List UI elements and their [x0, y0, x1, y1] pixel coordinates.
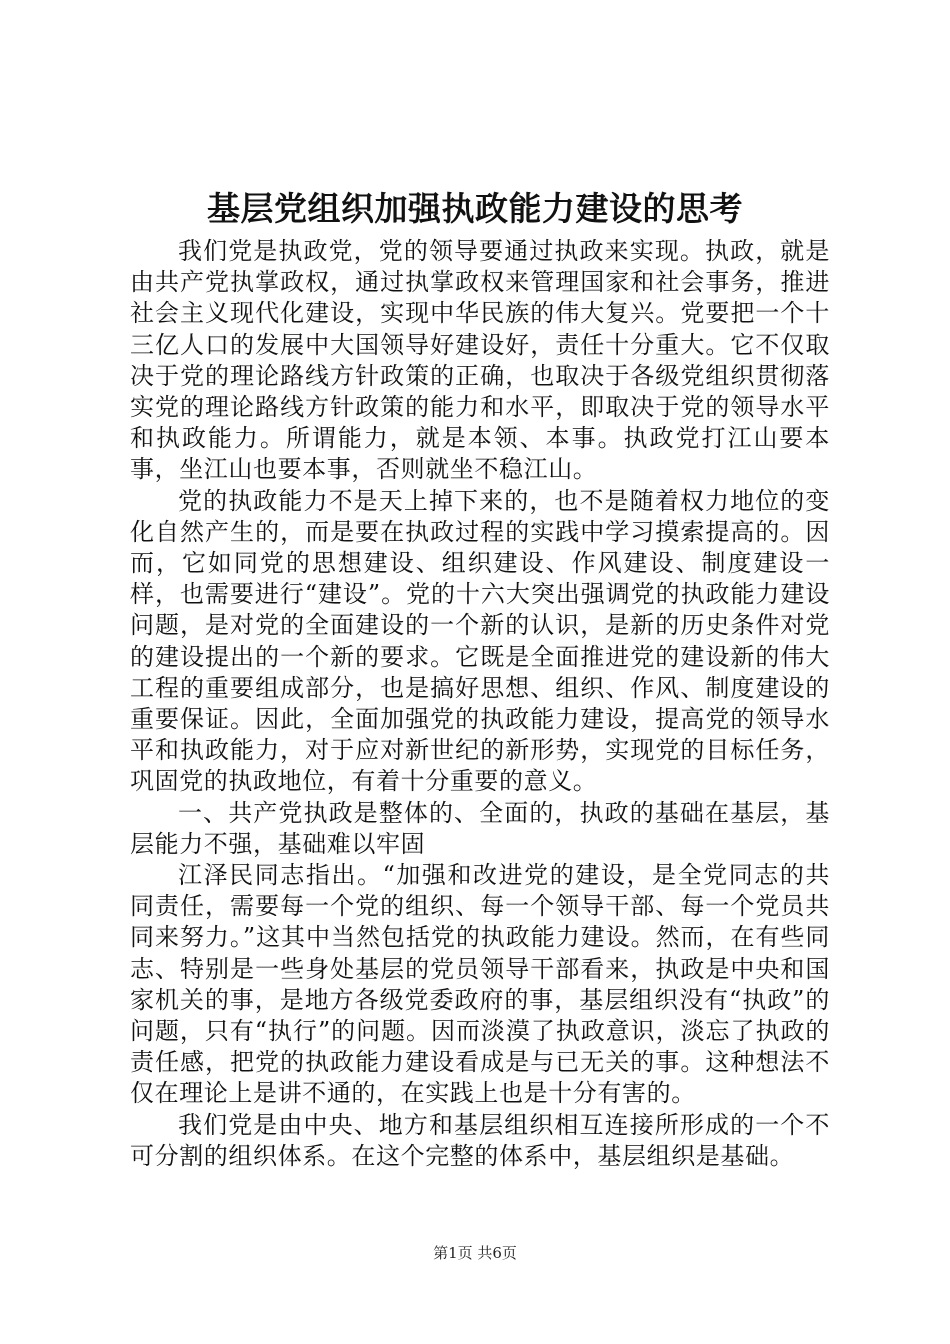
paragraph: 江泽民同志指出。“加强和改进党的建设，是全党同志的共同责任，需要每一个党的组织、每一个领导干部、每一个党员共同来努力。”这其中当然包括党的执政能力建设。然而，在有些同志、特别是一些身处基层的党员领导干部看来，执政是中央和国家机关的事，是地方各级党委政府的事，基层组织没有“执政”的问题，只有“执行”的问题。因而淡漠了执政意识，淡忘了执政的责任感，把党的执政能力建设看成是与已无关的事。这种想法不仅在理论上是讲不通的，在实践上也是十分有害的。: [130, 861, 830, 1108]
document-body: [130, 236, 830, 1172]
paragraph: 党的执政能力不是天上掉下来的，也不是随着权力地位的变化自然产生的，而是要在执政过程的实践中学习摸索提高的。因而，它如同党的思想建设、组织建设、作风建设、制度建设一样，也需要进行“建设”。党的十六大突出强调党的执政能力建设问题，是对党的全面建设的一个新的认识，是新的历史条件对党的建设提出的一个新的要求。它既是全面推进党的建设新的伟大工程的重要组成部分，也是搞好思想、组织、作风、制度建设的重要保证。因此，全面加强党的执政能力建设，提高党的领导水平和执政能力，对于应对新世纪的新形势，实现党的目标任务，巩固党的执政地位，有着十分重要的意义。: [130, 486, 830, 796]
paragraph: 我们党是执政党，党的领导要通过执政来实现。执政，就是由共产党执掌政权，通过执掌政权来管理国家和社会事务，推进社会主义现代化建设，实现中华民族的伟大复兴。党要把一个十三亿人口的发展中大国领导好建设好，责任十分重大。它不仅取决于党的理论路线方针政策的正确，也取决于各级党组织贯彻落实党的理论路线方针政策的能力和水平，即取决于党的领导水平和执政能力。所谓能力，就是本领、本事。执政党打江山要本事，坐江山也要本事，否则就坐不稳江山。: [130, 237, 830, 484]
section-heading: 一、共产党执政是整体的、全面的，执政的基础在基层，基层能力不强，基础难以牢固: [130, 798, 830, 858]
paragraph: 我们党是由中央、地方和基层组织相互连接所形成的一个不可分割的组织体系。在这个完整的体系中，基层组织是基础。: [130, 1110, 830, 1170]
document-title: 基层党组织加强执政能力建设的思考: [207, 189, 743, 228]
page-number-footer: 第1页 共6页: [433, 1244, 517, 1262]
